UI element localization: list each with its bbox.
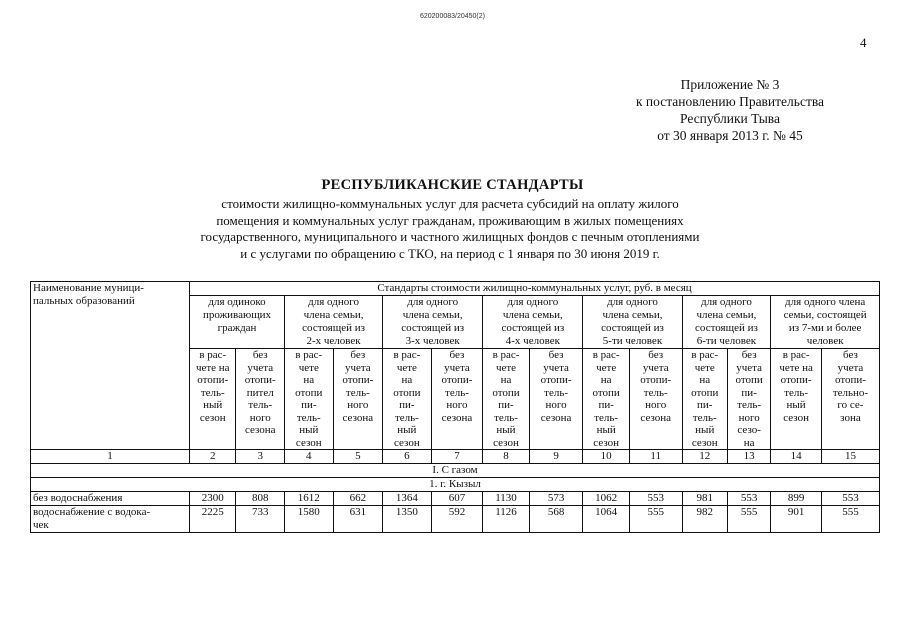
table-header-row bbox=[31, 282, 880, 296]
header-line: 3-х человек bbox=[405, 335, 460, 347]
header-line: ного bbox=[249, 411, 271, 424]
header-line: ного bbox=[738, 411, 760, 424]
header-line: сезо- bbox=[737, 424, 761, 436]
header-line: пи- bbox=[301, 399, 317, 411]
appendix-line: Приложение № 3 bbox=[680, 77, 780, 92]
header-line: члена семьи, bbox=[502, 309, 563, 321]
header-line: отопи- bbox=[640, 374, 672, 386]
header-line: отопи bbox=[295, 386, 323, 399]
header-line: пи- bbox=[741, 386, 757, 399]
column-number: 11 bbox=[629, 450, 682, 464]
header-line: ного bbox=[446, 399, 468, 411]
column-number: 7 bbox=[431, 450, 483, 464]
subtitle-line: помещения и коммунальных услуг гражданам, проживающим в жилых помещениях bbox=[216, 212, 684, 228]
value-cell: 1612 bbox=[285, 492, 334, 506]
subtitle-line: государственного, муниципального и частного жилищных фондов с печным отоплениями bbox=[200, 229, 700, 244]
value-cell: 553 bbox=[727, 492, 770, 506]
section-row bbox=[31, 464, 880, 478]
header-line: ный bbox=[695, 424, 715, 436]
header-line: 6-ти человек bbox=[696, 335, 757, 347]
header-line: на bbox=[600, 374, 612, 386]
header-line: пител bbox=[246, 386, 274, 399]
row-name bbox=[31, 492, 190, 506]
header-line: сезон bbox=[199, 411, 226, 424]
with-heating-header bbox=[771, 349, 822, 450]
appendix-reference bbox=[580, 76, 880, 144]
value-cell: 1350 bbox=[383, 506, 432, 533]
header-line: чете на bbox=[195, 361, 230, 374]
header-line: Наименование муници- bbox=[33, 282, 144, 294]
header-line: в рас- bbox=[492, 349, 520, 361]
municipality-column-header bbox=[31, 282, 190, 450]
value-cell: 733 bbox=[236, 506, 285, 533]
header-line: для одного bbox=[701, 296, 752, 308]
header-line: тель- bbox=[296, 411, 321, 424]
standards-group-header: Стандарты стоимости жилищно-коммунальных услуг, руб. в месяц bbox=[190, 282, 880, 296]
header-line: без bbox=[648, 349, 664, 361]
value-cell: 555 bbox=[727, 506, 770, 533]
header-line: для одного bbox=[308, 296, 359, 308]
header-line: учета bbox=[247, 361, 274, 374]
header-line: отопи- bbox=[834, 374, 866, 386]
table-body bbox=[31, 282, 880, 533]
header-line: го се- bbox=[837, 399, 864, 411]
header-line: зона bbox=[840, 411, 861, 424]
header-line: ный bbox=[496, 424, 516, 436]
header-line: тель- bbox=[200, 386, 225, 399]
header-line: пи- bbox=[498, 399, 514, 411]
value-cell: 662 bbox=[333, 492, 383, 506]
page-number: 4 bbox=[860, 35, 867, 50]
appendix-line: к постановлению Правительства bbox=[635, 94, 825, 109]
header-line: ный bbox=[299, 424, 319, 436]
family-size-header bbox=[285, 296, 383, 349]
header-line: на bbox=[500, 374, 512, 386]
header-line: состоящей из bbox=[302, 322, 365, 334]
column-number: 3 bbox=[236, 450, 285, 464]
header-line: без bbox=[843, 349, 858, 361]
header-line: отопи bbox=[691, 386, 719, 399]
header-line: человек bbox=[806, 335, 844, 347]
value-cell: 808 bbox=[236, 492, 285, 506]
header-line: из 7-ми и более bbox=[788, 322, 862, 334]
header-line: в рас- bbox=[592, 349, 620, 361]
header-line: отопи- bbox=[780, 374, 812, 386]
value-cell: 592 bbox=[431, 506, 483, 533]
with-heating-header bbox=[190, 349, 236, 450]
header-line: тель- bbox=[445, 386, 469, 399]
header-line: учета bbox=[543, 361, 569, 374]
row-name-line: чек bbox=[33, 519, 49, 531]
header-line: 2-х человек bbox=[306, 335, 361, 347]
column-number: 1 bbox=[31, 450, 190, 464]
header-line: на bbox=[303, 374, 315, 386]
value-cell: 553 bbox=[821, 492, 879, 506]
document-id: 620200083/20450(2) bbox=[419, 13, 485, 20]
header-line: отопи- bbox=[441, 374, 473, 386]
header-line: граждан bbox=[217, 322, 257, 334]
header-line: ный bbox=[203, 399, 223, 411]
header-line: без bbox=[449, 349, 465, 361]
value-cell: 573 bbox=[529, 492, 583, 506]
without-heating-header bbox=[529, 349, 583, 450]
header-line: в рас- bbox=[691, 349, 719, 361]
without-heating-header bbox=[431, 349, 483, 450]
with-heating-header bbox=[285, 349, 334, 450]
table-row bbox=[31, 492, 880, 506]
document-subtitle bbox=[110, 196, 790, 262]
with-heating-header bbox=[583, 349, 629, 450]
row-name-line: без водоснабжения bbox=[33, 492, 123, 504]
header-line: для одного bbox=[507, 296, 559, 308]
header-line: учета bbox=[444, 361, 470, 374]
column-number-row bbox=[31, 450, 880, 464]
header-line: чете bbox=[694, 361, 715, 374]
value-cell: 607 bbox=[431, 492, 483, 506]
header-line: пи- bbox=[598, 399, 614, 411]
header-line: 5-ти человек bbox=[602, 335, 663, 347]
column-number: 2 bbox=[190, 450, 236, 464]
value-cell: 568 bbox=[529, 506, 583, 533]
value-cell: 2225 bbox=[190, 506, 236, 533]
value-cell: 1130 bbox=[483, 492, 529, 506]
header-line: в рас- bbox=[393, 349, 421, 361]
header-line: пи- bbox=[399, 399, 415, 411]
header-line: ный bbox=[397, 424, 417, 436]
row-name-line: водоснабжение с водока- bbox=[33, 506, 151, 518]
without-heating-header bbox=[629, 349, 682, 450]
header-line: сезона bbox=[540, 411, 572, 424]
column-number: 10 bbox=[583, 450, 629, 464]
header-line: ный bbox=[596, 424, 616, 436]
header-line: отопи- bbox=[197, 374, 229, 386]
header-line: отопи- bbox=[244, 374, 276, 386]
value-cell: 1580 bbox=[285, 506, 334, 533]
header-line: без bbox=[350, 349, 366, 361]
appendix-line: Республики Тыва bbox=[680, 111, 780, 126]
column-number: 6 bbox=[383, 450, 432, 464]
header-line: учета bbox=[837, 361, 864, 374]
header-line: без bbox=[741, 349, 757, 361]
header-line: отопи bbox=[735, 374, 763, 386]
value-cell: 555 bbox=[821, 506, 879, 533]
header-line: члена семьи, bbox=[402, 309, 463, 321]
header-line: пальных образований bbox=[33, 295, 135, 307]
subsection-heading: 1. г. Кызыл bbox=[31, 478, 880, 492]
header-line: члена семьи, bbox=[303, 309, 364, 321]
header-line: состоящей из bbox=[401, 322, 465, 334]
header-line: ный bbox=[786, 399, 806, 411]
header-line: тель- bbox=[345, 386, 370, 399]
column-number: 14 bbox=[771, 450, 822, 464]
header-line: тель- bbox=[394, 411, 419, 424]
header-line: чете bbox=[396, 361, 417, 374]
without-heating-header bbox=[236, 349, 285, 450]
header-line: тель- bbox=[737, 399, 762, 411]
header-line: сезон bbox=[394, 436, 420, 449]
header-line: состоящей из bbox=[501, 322, 565, 334]
value-cell: 553 bbox=[629, 492, 682, 506]
header-line: для одиноко bbox=[208, 296, 266, 308]
header-line: на bbox=[699, 374, 711, 386]
column-number: 8 bbox=[483, 450, 529, 464]
header-line: отопи- bbox=[540, 374, 572, 386]
header-line: пи- bbox=[697, 399, 713, 411]
header-line: в рас- bbox=[199, 349, 227, 361]
header-line: сезон bbox=[493, 436, 519, 449]
header-line: тель- bbox=[544, 386, 568, 399]
column-number: 15 bbox=[821, 450, 879, 464]
header-line: для одного bbox=[607, 296, 658, 308]
header-line: тель- bbox=[594, 411, 619, 424]
subtitle-line: и с услугами по обращению с ТКО, на период с 1 января по 30 июня 2019 г. bbox=[240, 245, 660, 261]
header-line: сезона bbox=[342, 411, 374, 424]
column-number: 9 bbox=[529, 450, 583, 464]
value-cell: 899 bbox=[771, 492, 822, 506]
header-line: без bbox=[548, 349, 564, 361]
header-line: сезон bbox=[691, 436, 718, 449]
header-line: ного bbox=[347, 399, 369, 411]
header-line: семьи, состоящей bbox=[783, 309, 867, 321]
header-line: ного bbox=[645, 399, 667, 411]
header-line: сезон bbox=[295, 436, 322, 449]
header-line: тель- bbox=[248, 399, 273, 411]
value-cell: 631 bbox=[333, 506, 383, 533]
header-line: учета bbox=[642, 361, 669, 374]
header-line: ного bbox=[545, 399, 567, 411]
row-name bbox=[31, 506, 190, 533]
value-cell: 1062 bbox=[583, 492, 629, 506]
header-line: в рас- bbox=[295, 349, 323, 361]
value-cell: 981 bbox=[682, 492, 727, 506]
header-line: для одного bbox=[407, 296, 459, 308]
header-line: отопи- bbox=[342, 374, 374, 386]
header-line: состоящей из bbox=[601, 322, 664, 334]
header-line: члена семьи, bbox=[602, 309, 663, 321]
header-line: чете bbox=[298, 361, 319, 374]
value-cell: 2300 bbox=[190, 492, 236, 506]
table-row bbox=[31, 506, 880, 533]
column-number: 12 bbox=[682, 450, 727, 464]
header-line: учета bbox=[344, 361, 371, 374]
header-line: сезона bbox=[640, 411, 672, 424]
value-cell: 555 bbox=[629, 506, 682, 533]
header-line: отопи bbox=[393, 386, 421, 399]
header-line: сезона bbox=[244, 424, 276, 436]
column-number: 4 bbox=[285, 450, 334, 464]
without-heating-header bbox=[821, 349, 879, 450]
with-heating-header bbox=[682, 349, 727, 450]
header-line: на bbox=[743, 436, 755, 449]
without-heating-header bbox=[727, 349, 770, 450]
header-line: тель- bbox=[784, 386, 809, 399]
value-cell: 982 bbox=[682, 506, 727, 533]
appendix-line: от 30 января 2013 г. № 45 bbox=[657, 128, 803, 143]
column-number: 5 bbox=[333, 450, 383, 464]
header-line: тельно- bbox=[832, 386, 869, 399]
family-size-header bbox=[682, 296, 771, 349]
header-line: без bbox=[252, 349, 268, 361]
value-cell: 1364 bbox=[383, 492, 432, 506]
header-line: для одного члена bbox=[785, 296, 866, 308]
header-line: в рас- bbox=[782, 349, 810, 361]
header-line: тель- bbox=[494, 411, 518, 424]
header-line: проживающих bbox=[202, 309, 272, 321]
header-line: чете на bbox=[779, 361, 813, 374]
value-cell: 1126 bbox=[483, 506, 529, 533]
with-heating-header bbox=[383, 349, 432, 450]
header-line: отопи bbox=[592, 386, 620, 399]
family-size-header bbox=[483, 296, 583, 349]
family-size-header bbox=[383, 296, 483, 349]
family-size-header bbox=[771, 296, 880, 349]
value-cell: 901 bbox=[771, 506, 822, 533]
subsection-row bbox=[31, 478, 880, 492]
section-heading: I. С газом bbox=[31, 464, 880, 478]
header-line: сезон bbox=[783, 411, 809, 424]
header-line: тель- bbox=[643, 386, 668, 399]
without-heating-header bbox=[333, 349, 383, 450]
header-line: учета bbox=[736, 361, 763, 374]
column-number: 13 bbox=[727, 450, 770, 464]
header-line: сезон bbox=[593, 436, 619, 449]
subtitle-line: стоимости жилищно-коммунальных услуг для расчета субсидий на оплату жилого bbox=[221, 196, 679, 211]
header-line: состоящей из bbox=[695, 322, 758, 334]
header-line: сезона bbox=[441, 411, 473, 424]
header-line: члена семьи, bbox=[696, 309, 757, 321]
standards-table bbox=[30, 281, 880, 533]
header-line: тель- bbox=[692, 411, 717, 424]
header-line: чете bbox=[596, 361, 617, 374]
with-heating-header bbox=[483, 349, 529, 450]
header-line: отопи bbox=[492, 386, 520, 399]
header-line: 4-х человек bbox=[505, 335, 560, 347]
family-size-header bbox=[583, 296, 682, 349]
family-size-header bbox=[190, 296, 285, 349]
value-cell: 1064 bbox=[583, 506, 629, 533]
document-title: РЕСПУБЛИКАНСКИЕ СТАНДАРТЫ bbox=[321, 177, 584, 193]
header-line: на bbox=[401, 374, 413, 386]
header-line: чете bbox=[495, 361, 517, 374]
